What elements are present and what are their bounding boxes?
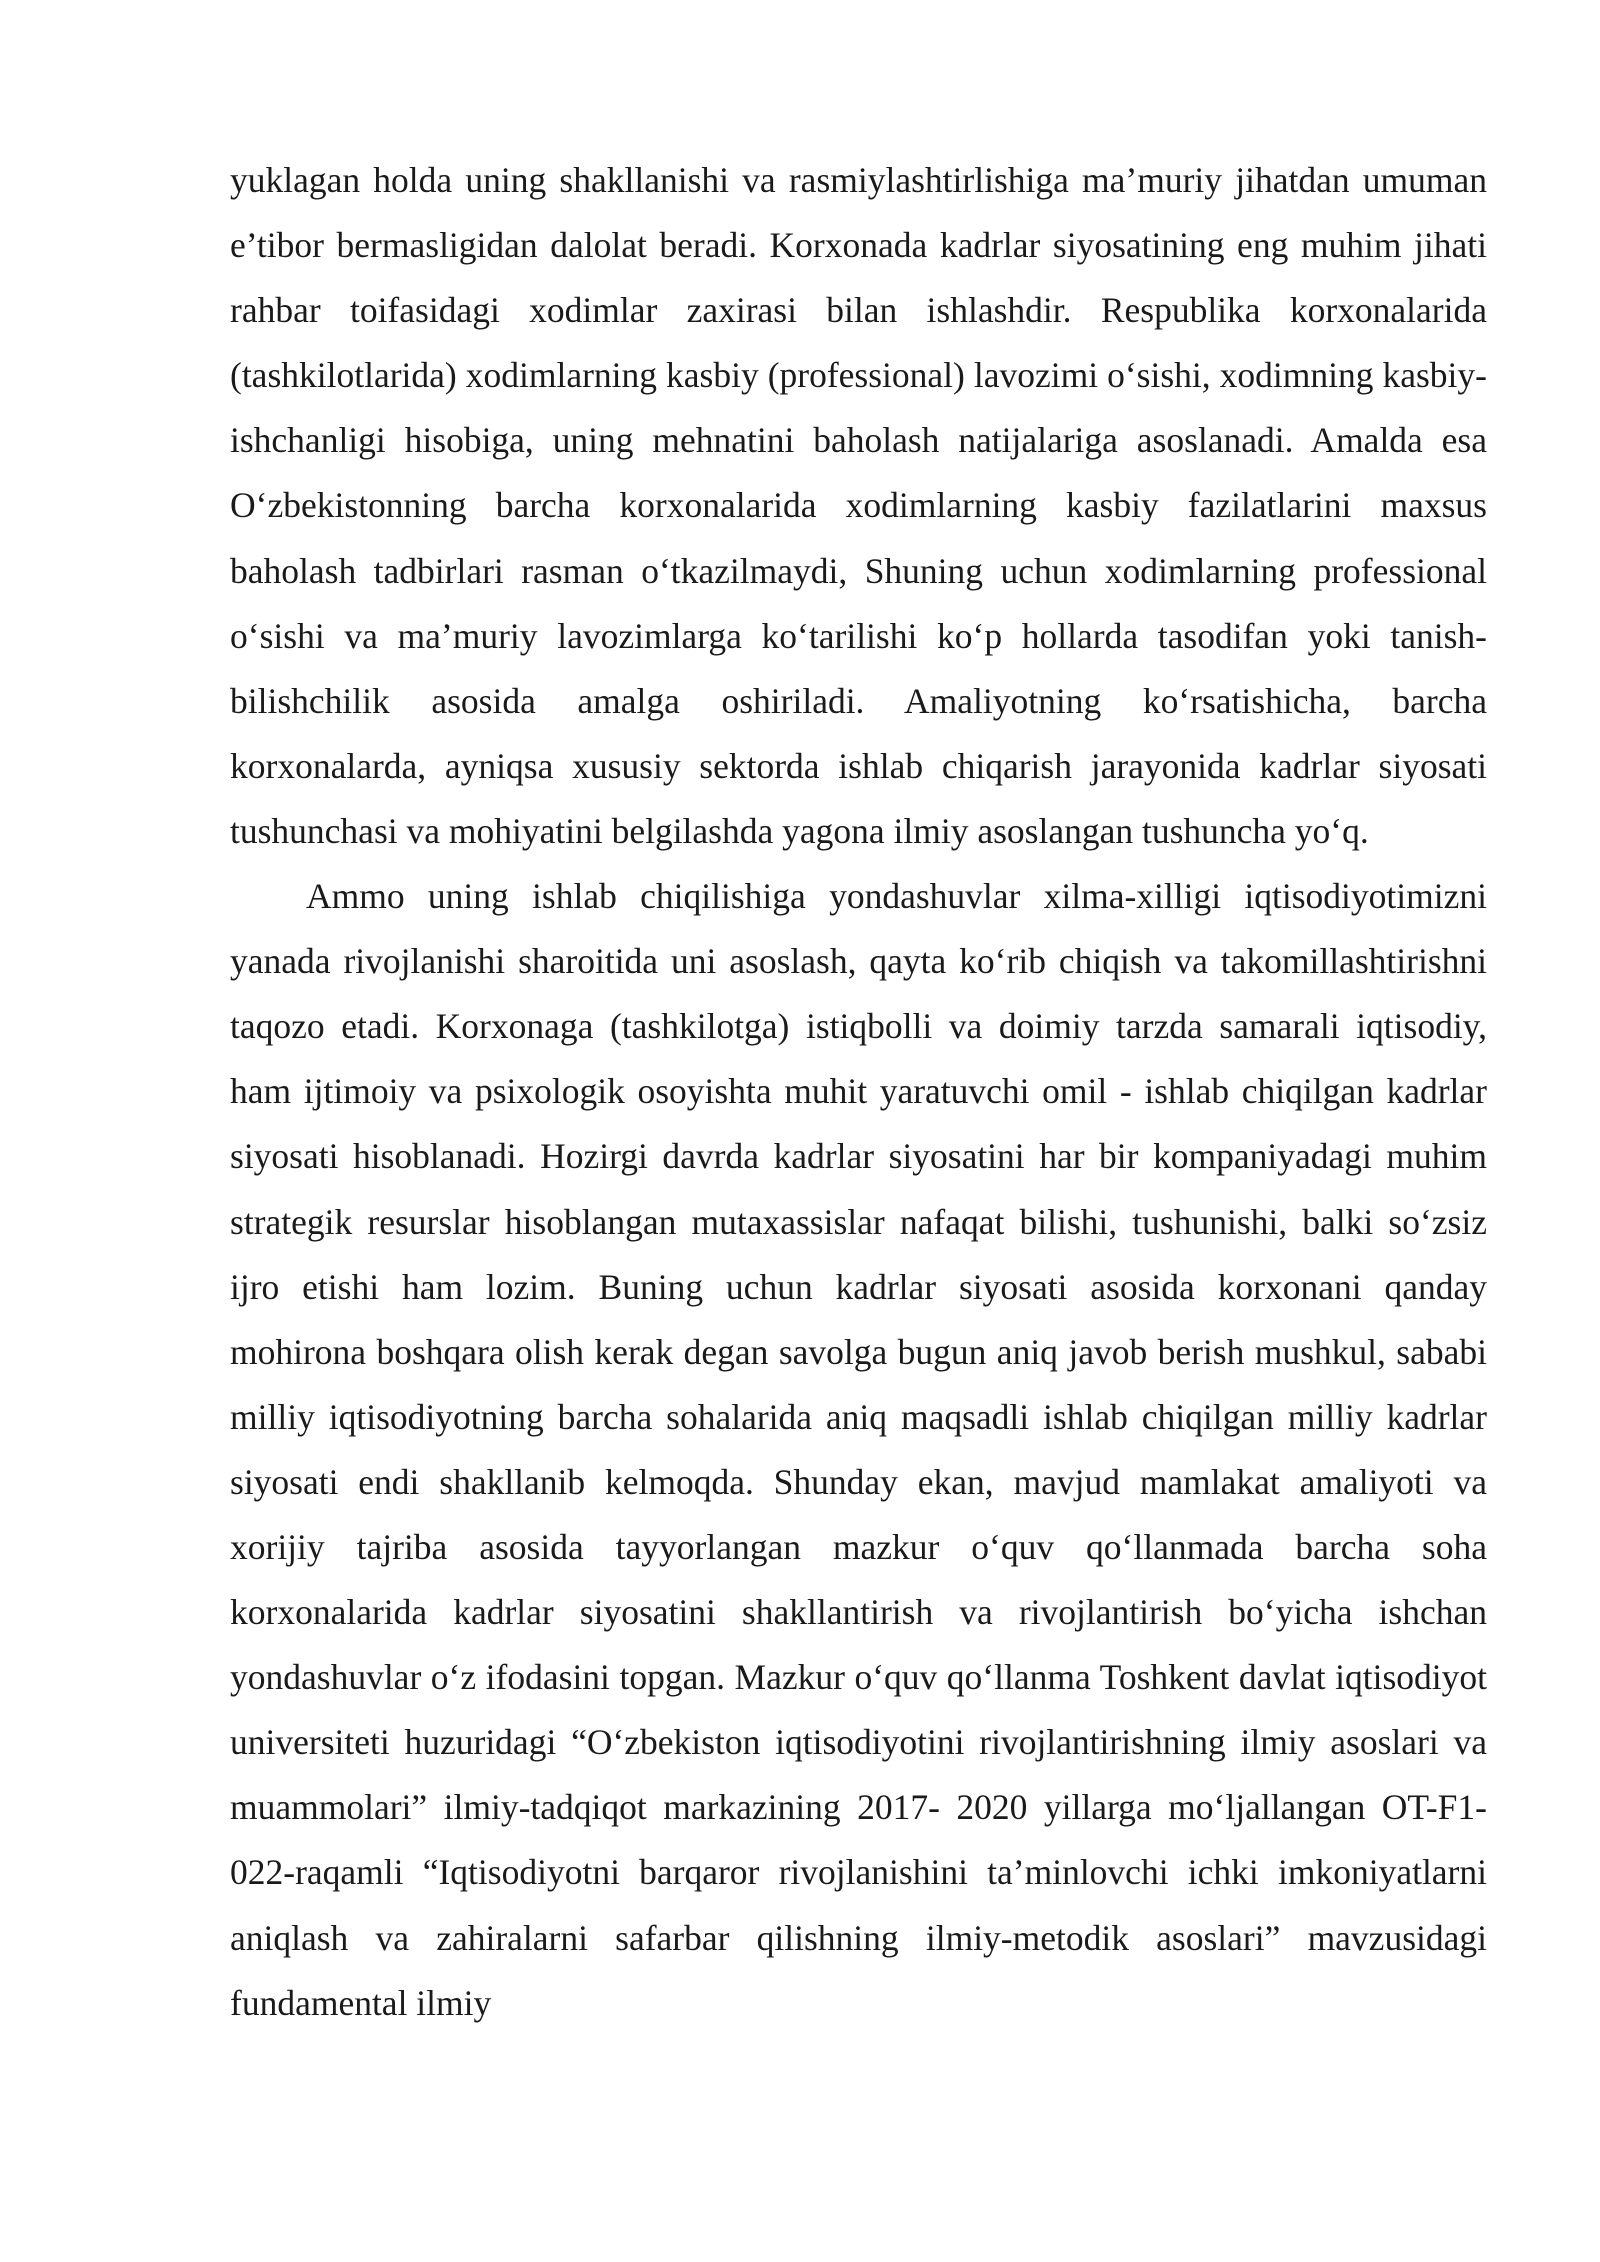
paragraph-2: Ammo uning ishlab chiqilishiga yondashuvlar xilma-xilligi iqtisodiyotimizni yanada rivojlanishi sharoitida uni asoslash, qayta ko‘rib chiqish va takomillashtirishni taqozo etadi. Korxonaga (tashkilotga) istiqbolli va doimiy tarzda samarali iqtisodiy, ham ijtimoiy va psixologik osoyishta muhit yaratuvchi omil - ishlab chiqilgan kadrlar siyosati hisoblanadi. Hozirgi davrda kadrlar siyosatini har bir kompaniyadagi muhim strategik resurslar hisoblangan mutaxassislar nafaqat bilishi, tushunishi, balki so‘zsiz ijro etishi ham lozim. Buning uchun kadrlar siyosati asosida korxonani qanday mohirona boshqara olish kerak degan savolga bugun aniq javob berish mushkul, sababi milliy iqtisodiyotning barcha sohalarida aniq maqsadli ishlab chiqilgan milliy kadrlar siyosati endi shakllanib kelmoqda. Shunday ekan, mavjud mamlakat amaliyoti va xorijiy tajriba asosida tayyorlangan mazkur o‘quv qo‘llanmada barcha soha korxonalarida kadrlar siyosatini shakllantirish va rivojlantirish bo‘yicha ishchan yondashuvlar o‘z ifodasini topgan. Mazkur o‘quv qo‘llanma Toshkent davlat iqtisodiyot universiteti huzuridagi “O‘zbekiston iqtisodiyotini rivojlantirishning ilmiy asoslari va muammolari” ilmiy-tadqiqot markazining 2017- 2020 yillarga mo‘ljallangan OT-F1-022-raqamli “Iqtisodiyotni barqaror rivojlanishini ta’minlovchi ichki imkoniyatlarni aniqlash va zahiralarni safarbar qilishning ilmiy-metodik asoslari” mavzusidagi fundamental ilmiy [230, 876, 1487, 2023]
paragraph-1: yuklagan holda uning shakllanishi va rasmiylashtirlishiga ma’muriy jihatdan umuman e’tibor bermasligidan dalolat beradi. Korxonada kadrlar siyosatining eng muhim jihati rahbar toifasidagi xodimlar zaxirasi bilan ishlashdir. Respublika korxonalarida (tashkilotlarida) xodimlarning kasbiy (professional) lavozimi o‘sishi, xodimning kasbiy-ishchanligi hisobiga, uning mehnatini baholash natijalariga asoslanadi. Amalda esa O‘zbekistonning barcha korxonalarida xodimlarning kasbiy fazilatlarini maxsus baholash tadbirlari rasman o‘tkazilmaydi, Shuning uchun xodimlarning professional o‘sishi va ma’muriy lavozimlarga ko‘tarilishi ko‘p hollarda tasodifan yoki tanish-bilishchilik asosida amalga oshiriladi. Amaliyotning ko‘rsatishicha, barcha korxonalarda, ayniqsa xususiy sektorda ishlab chiqarish jarayonida kadrlar siyosati tushunchasi va mohiyatini belgilashda yagona ilmiy asoslangan tushuncha yo‘q. [230, 160, 1487, 851]
body-text [230, 148, 1487, 2036]
